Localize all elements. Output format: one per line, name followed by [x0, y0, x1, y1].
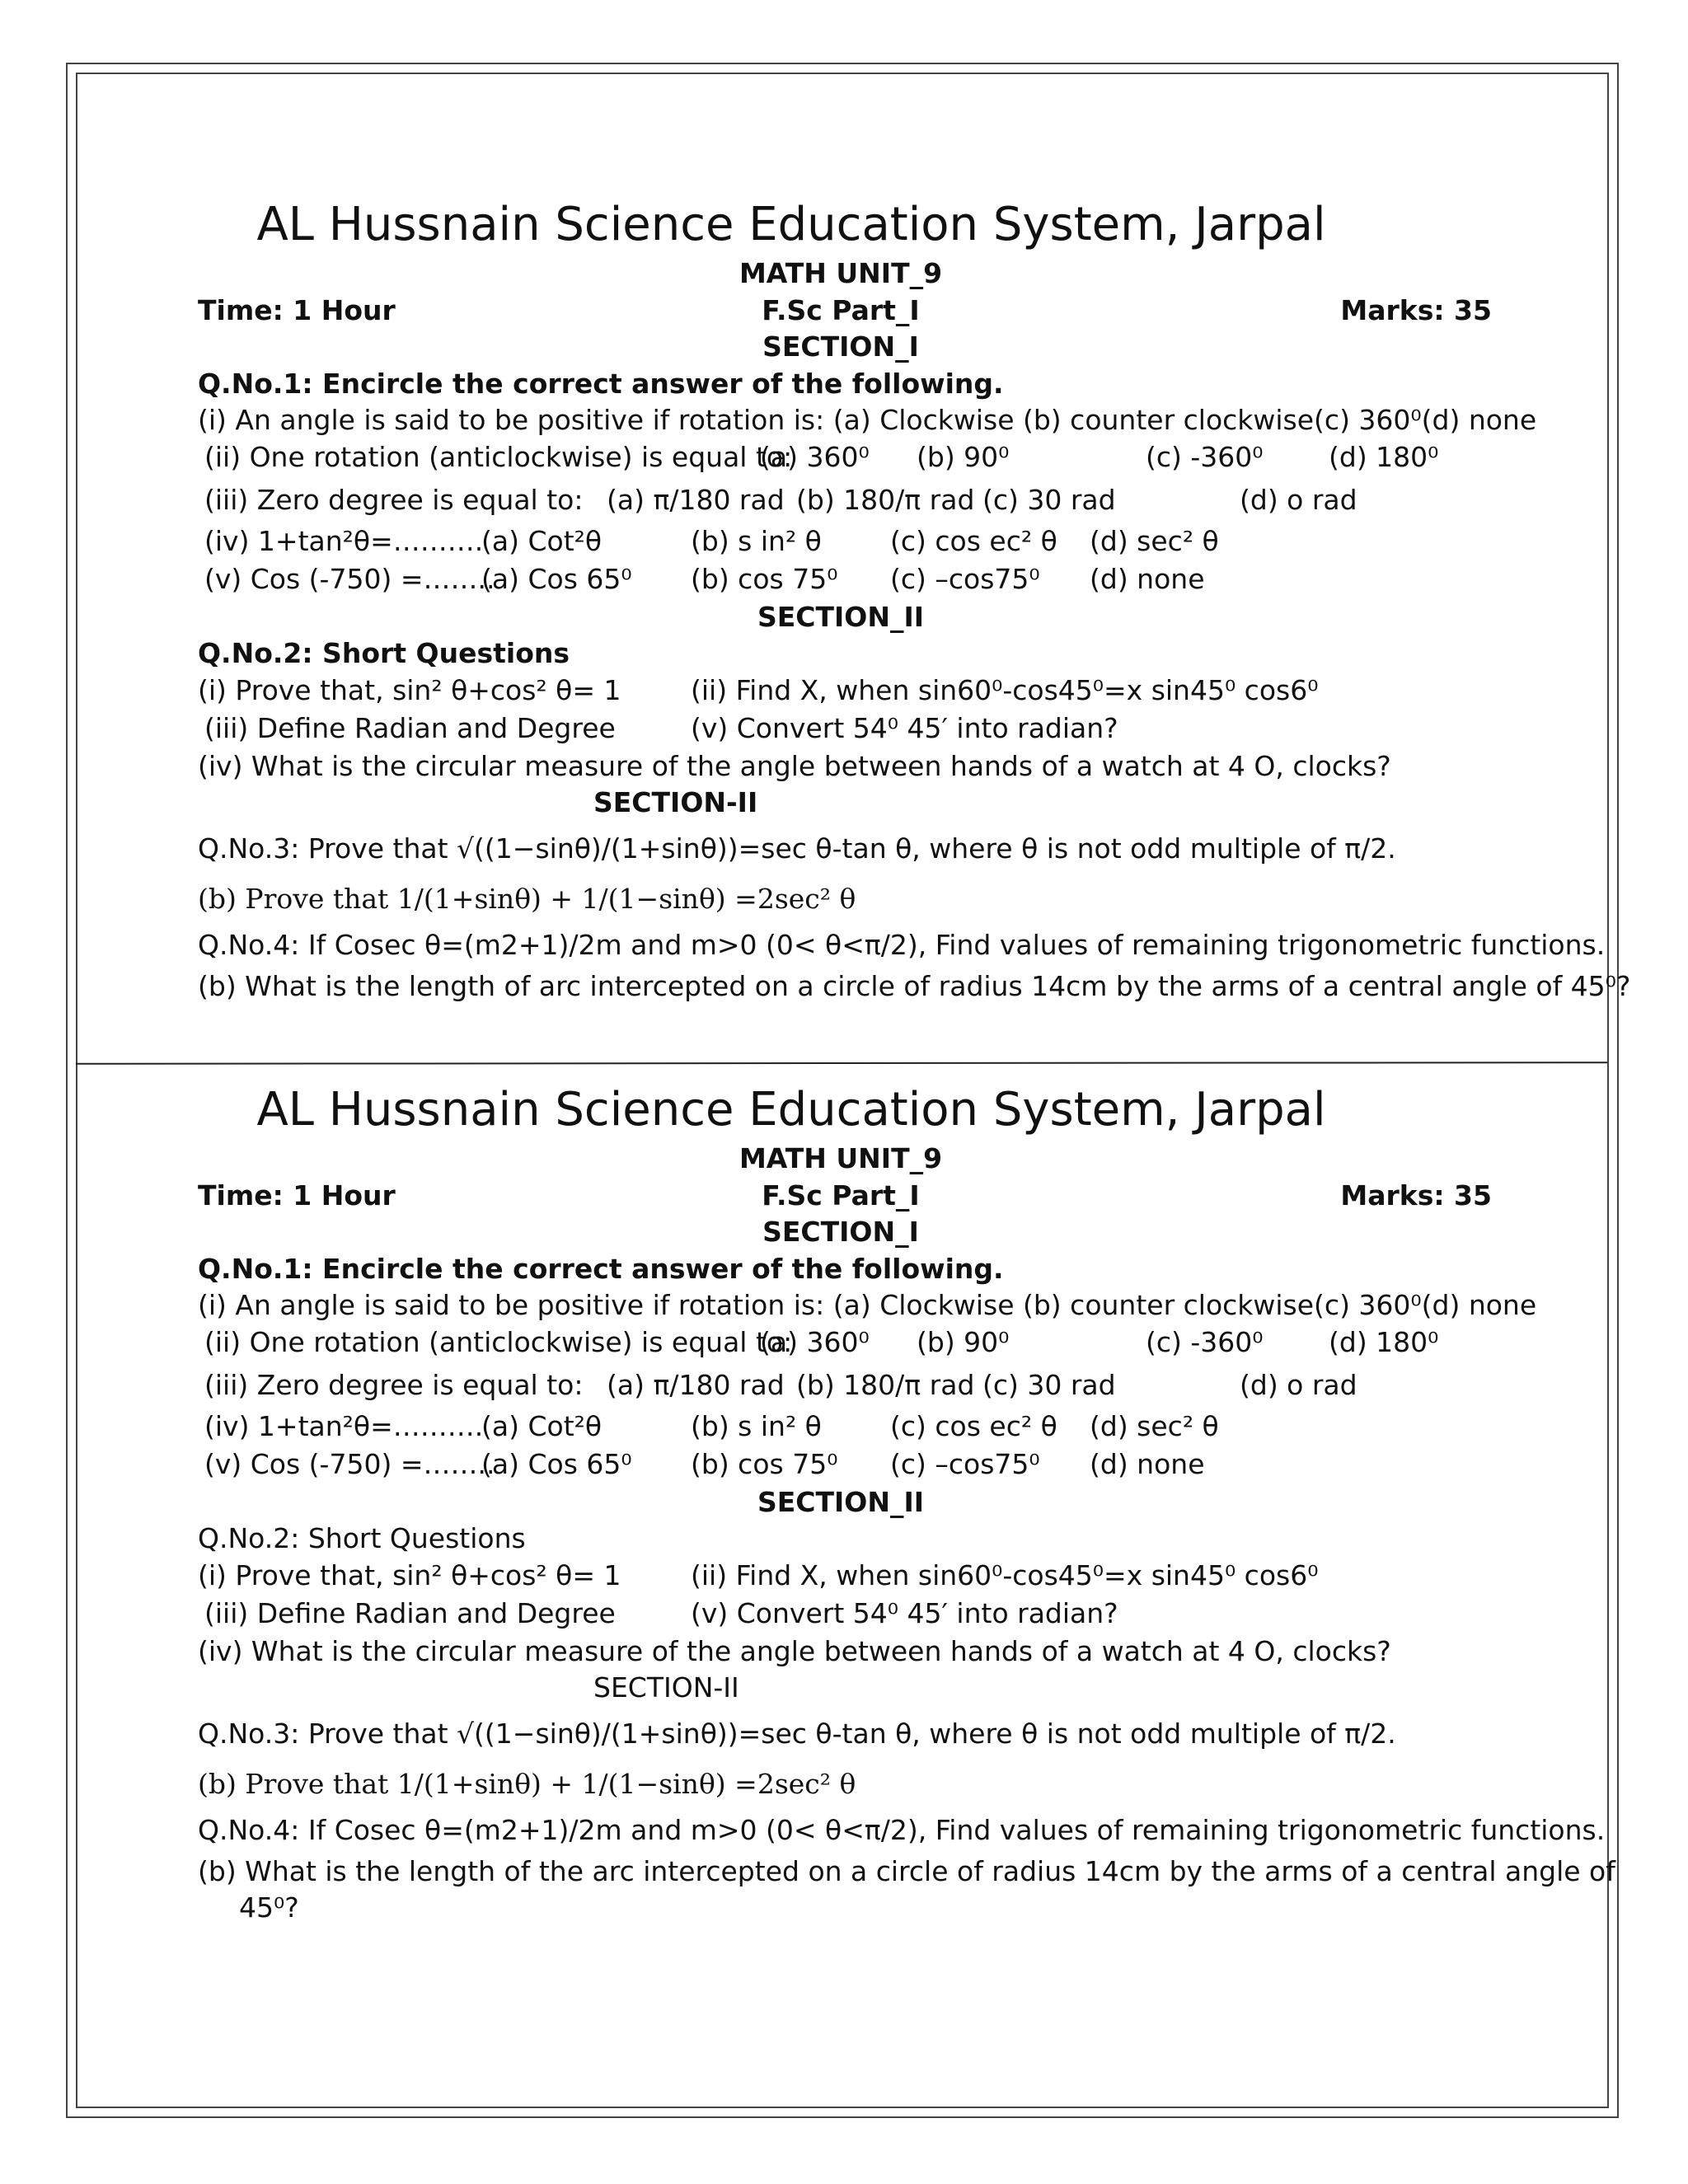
mcq-option: (c) –cos75⁰	[890, 1447, 1040, 1480]
question-paper-bottom	[198, 1080, 1615, 1927]
marks-label: Marks: 35	[1340, 293, 1492, 326]
mcq-stem: (iv) 1+tan²θ=……….	[204, 1409, 484, 1442]
short-question: (iv) What is the circular measure of the angle between hands of a watch at 4 O, clocks?	[198, 749, 1391, 782]
mcq-option: (c) cos ec² θ	[890, 1409, 1057, 1442]
mcq-stem: (iv) 1+tan²θ=……….	[204, 524, 484, 557]
mcq-option: (d) o rad	[1240, 1368, 1357, 1401]
short-question-row	[198, 673, 1484, 710]
short-question: (v) Convert 54⁰ 45′ into radian?	[691, 711, 1118, 744]
time-label: Time: 1 Hour	[198, 293, 396, 326]
long-question: Q.No.3: Prove that √((1−sinθ)/(1+sinθ))=sec θ-tan θ, where θ is not odd multiple of π/2.	[198, 1717, 1396, 1750]
mcq-option: (c) -360⁰	[1146, 1325, 1264, 1358]
section-heading: SECTION-II	[593, 1671, 739, 1704]
question-title: Q.No.1: Encircle the correct answer of the following.	[198, 1252, 1004, 1285]
mcq-option: (a) 360⁰	[760, 1325, 870, 1358]
section-heading: SECTION_II	[757, 1485, 925, 1518]
mcq-option: (b) 90⁰	[917, 1325, 1010, 1358]
mcq-item	[198, 523, 1484, 561]
section-heading: SECTION_I	[762, 330, 919, 363]
section-heading: SECTION_II	[757, 600, 925, 633]
question-title: Q.No.2: Short Questions	[198, 1522, 526, 1554]
short-question: (iii) Define Radian and Degree	[204, 1596, 616, 1629]
mcq-option: (c) -360⁰	[1146, 440, 1264, 473]
section-heading: SECTION_I	[762, 1216, 919, 1248]
short-question: (i) Prove that, sin² θ+cos² θ= 1	[198, 1558, 621, 1591]
long-question: (b) Prove that 1/(1+sinθ) + 1/(1−sinθ) =2sec² θ	[198, 1767, 856, 1800]
mcq-item: (i) An angle is said to be positive if rotation is: (a) Clockwise (b) counter clockwise(c) 360⁰(d) none	[198, 1289, 1537, 1321]
mcq-stem: (v) Cos (-750) =……..	[204, 562, 495, 595]
mcq-option: (b) s in² θ	[691, 524, 822, 557]
time-label: Time: 1 Hour	[198, 1179, 396, 1212]
mcq-option: (c) 30 rad	[982, 483, 1116, 516]
mcq-option: (a) π/180 rad	[607, 1368, 785, 1401]
subject-title: MATH UNIT_9	[738, 257, 943, 289]
school-title: AL Hussnain Science Education System, Jarpal	[256, 1083, 1326, 1137]
short-question-row	[198, 1558, 1484, 1596]
mcq-option: (d) none	[1090, 1447, 1205, 1480]
section-heading: SECTION-II	[593, 786, 758, 818]
mcq-stem: (v) Cos (-750) =……..	[204, 1447, 495, 1480]
marks-label: Marks: 35	[1340, 1179, 1492, 1212]
mcq-option: (d) none	[1090, 562, 1205, 595]
long-question-continuation: 45⁰?	[239, 1891, 299, 1924]
mcq-option: (d) o rad	[1240, 483, 1357, 516]
paper-info-row	[198, 1178, 1492, 1215]
mcq-option: (a) 360⁰	[760, 440, 870, 473]
short-question: (i) Prove that, sin² θ+cos² θ= 1	[198, 673, 621, 706]
short-question: (iv) What is the circular measure of the angle between hands of a watch at 4 O, clocks?	[198, 1634, 1391, 1667]
mcq-option: (a) Cot²θ	[481, 1409, 603, 1442]
mcq-item	[198, 1362, 1484, 1408]
mcq-item	[198, 439, 1484, 477]
mcq-option: (d) 180⁰	[1329, 1325, 1439, 1358]
short-question-row	[198, 710, 1484, 748]
mcq-option: (b) cos 75⁰	[691, 562, 838, 595]
mcq-item	[198, 477, 1484, 523]
long-question: Q.No.4: If Cosec θ=(m2+1)/2m and m>0 (0< θ<π/2), Find values of remaining trigonometric functions.	[198, 1813, 1606, 1846]
school-title: AL Hussnain Science Education System, Jarpal	[256, 198, 1326, 251]
mcq-item	[198, 561, 1484, 599]
question-paper-top	[198, 194, 1631, 1005]
short-question: (ii) Find X, when sin60⁰-cos45⁰=x sin45⁰ cos6⁰	[691, 673, 1319, 706]
short-question: (iii) Define Radian and Degree	[204, 711, 616, 744]
mcq-stem: (iii) Zero degree is equal to:	[204, 1368, 584, 1401]
long-question: Q.No.4: If Cosec θ=(m2+1)/2m and m>0 (0< θ<π/2), Find values of remaining trigonometric functions.	[198, 928, 1606, 961]
class-label: F.Sc Part_I	[762, 293, 920, 326]
mcq-option: (a) Cos 65⁰	[481, 1447, 632, 1480]
mcq-option: (d) sec² θ	[1090, 524, 1219, 557]
short-question-row	[198, 1596, 1484, 1633]
mcq-option: (c) cos ec² θ	[890, 524, 1057, 557]
mcq-item: (i) An angle is said to be positive if rotation is: (a) Clockwise (b) counter clockwise(c) 360⁰(d) none	[198, 404, 1537, 436]
mcq-option: (b) 180/π rad	[796, 1368, 975, 1401]
mcq-option: (b) s in² θ	[691, 1409, 822, 1442]
mcq-item	[198, 1408, 1484, 1446]
mcq-item	[198, 1324, 1484, 1362]
mcq-option: (a) π/180 rad	[607, 483, 785, 516]
long-question: (b) Prove that 1/(1+sinθ) + 1/(1−sinθ) =2sec² θ	[198, 882, 856, 915]
mcq-option: (c) 30 rad	[982, 1368, 1116, 1401]
mcq-option: (b) cos 75⁰	[691, 1447, 838, 1480]
short-question: (ii) Find X, when sin60⁰-cos45⁰=x sin45⁰ cos6⁰	[691, 1558, 1319, 1591]
mcq-option: (d) 180⁰	[1329, 440, 1439, 473]
mcq-item	[198, 1446, 1484, 1484]
subject-title: MATH UNIT_9	[738, 1142, 943, 1174]
paper-info-row	[198, 293, 1492, 330]
mcq-option: (a) Cot²θ	[481, 524, 603, 557]
long-question: (b) What is the length of arc intercepted on a circle of radius 14cm by the arms of a central angle of 45⁰?	[198, 969, 1631, 1002]
mcq-option: (b) 90⁰	[917, 440, 1010, 473]
short-question: (v) Convert 54⁰ 45′ into radian?	[691, 1596, 1118, 1629]
long-question: (b) What is the length of the arc intercepted on a circle of radius 14cm by the arms of a central angle of	[198, 1854, 1615, 1887]
mcq-option: (c) –cos75⁰	[890, 562, 1040, 595]
long-question: Q.No.3: Prove that √((1−sinθ)/(1+sinθ))=sec θ-tan θ, where θ is not odd multiple of π/2.	[198, 832, 1396, 865]
question-title: Q.No.2: Short Questions	[198, 637, 570, 669]
question-title: Q.No.1: Encircle the correct answer of the following.	[198, 367, 1004, 400]
class-label: F.Sc Part_I	[762, 1179, 920, 1212]
mcq-option: (b) 180/π rad	[796, 483, 975, 516]
mcq-stem: (ii) One rotation (anticlockwise) is equal to:	[204, 440, 793, 473]
mcq-stem: (iii) Zero degree is equal to:	[204, 483, 584, 516]
mcq-stem: (ii) One rotation (anticlockwise) is equal to:	[204, 1325, 793, 1358]
mcq-option: (a) Cos 65⁰	[481, 562, 632, 595]
mcq-option: (d) sec² θ	[1090, 1409, 1219, 1442]
